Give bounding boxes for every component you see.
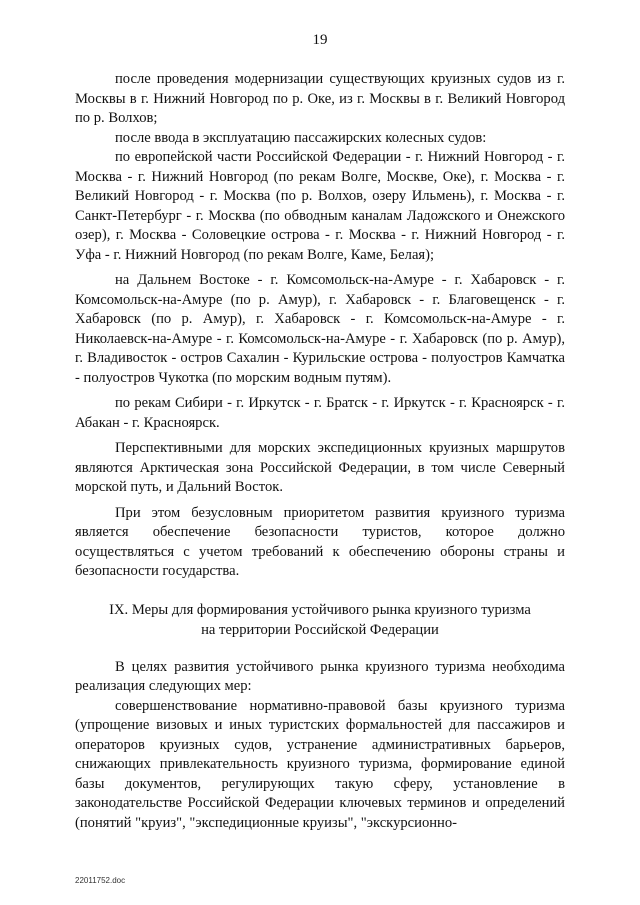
paragraph-modernization: после проведения модернизации существующих круизных судов из г. Москвы в г. Нижний Новгород по р. Оке, из г. Москвы в г. Великий Новгород по р. Волхов;	[75, 71, 565, 126]
section-heading	[75, 600, 565, 640]
section-heading-line-1: IX. Меры для формирования устойчивого рынка круизного туризма	[109, 601, 531, 618]
document-filename: 22011752.doc	[75, 876, 126, 885]
paragraph-measures-intro: В целях развития устойчивого рынка круизного туризма необходима реализация следующих мер:	[75, 658, 565, 694]
paragraph-european-routes: по европейской части Российской Федерации - г. Нижний Новгород - г. Москва - г. Нижний Новгород (по рекам Волге, Москве, Оке), г. Москва - г. Великий Новгород - г. Москва (по р. Волхов, озеру Ильмень), г. Москва - г. Санкт-Петербург - г. Москва (по обводным каналам Ладожского и Онежского озер), г. Москва - Соловецкие острова - г. Москва - г. Нижний Новгород - г. Уфа - г. Нижний Новгород (по рекам Волге, Каме, Белая);	[75, 149, 565, 263]
page-number: 19	[312, 32, 328, 48]
section-heading-line-2: на территории Российской Федерации	[201, 621, 439, 638]
paragraph-arctic-perspective: Перспективными для морских экспедиционных круизных маршрутов являются Арктическая зона Российской Федерации, в том числе Северный морской путь, и Дальний Восток.	[75, 440, 565, 495]
paragraph-paddle-ships: после ввода в эксплуатацию пассажирских колесных судов:	[115, 129, 487, 146]
paragraph-far-east-routes: на Дальнем Востоке - г. Комсомольск-на-Амуре - г. Хабаровск - г. Комсомольск-на-Амуре (по р. Амур), г. Хабаровск - г. Благовещенск - г. Хабаровск (по р. Амур), г. Хабаровск - г. Комсомольск-на-Амуре - г. Николаевск-на-Амуре - г. Комсомольск-на-Амуре - г. Хабаровск (по р. Амур), г. Владивосток - остров Сахалин - Курильские острова - полуостров Камчатка - полуостров Чукотка (по морским водным путям).	[75, 272, 565, 386]
paragraph-siberia-routes: по рекам Сибири - г. Иркутск - г. Братск - г. Иркутск - г. Красноярск - г. Абакан - г. Красноярск.	[75, 395, 565, 431]
document-body	[75, 70, 565, 833]
paragraph-regulatory-improvement: совершенствование нормативно-правовой базы круизного туризма (упрощение визовых и иных туристских формальностей для пассажиров и операторов круизных судов, устранение административных барьеров, снижающих привлекательность круизного туризма, формирование единой базы документов, регулирующих такую сферу, установление в законодательстве Российской Федерации ключевых терминов и определений (понятий "круиз", "экспедиционные круизы", "экскурсионно-	[75, 697, 565, 831]
paragraph-safety-priority: При этом безусловным приоритетом развития круизного туризма является обеспечение безопасности туристов, которое должно осуществляться с учетом требований к обеспечению обороны страны и безопасности государства.	[75, 504, 565, 579]
